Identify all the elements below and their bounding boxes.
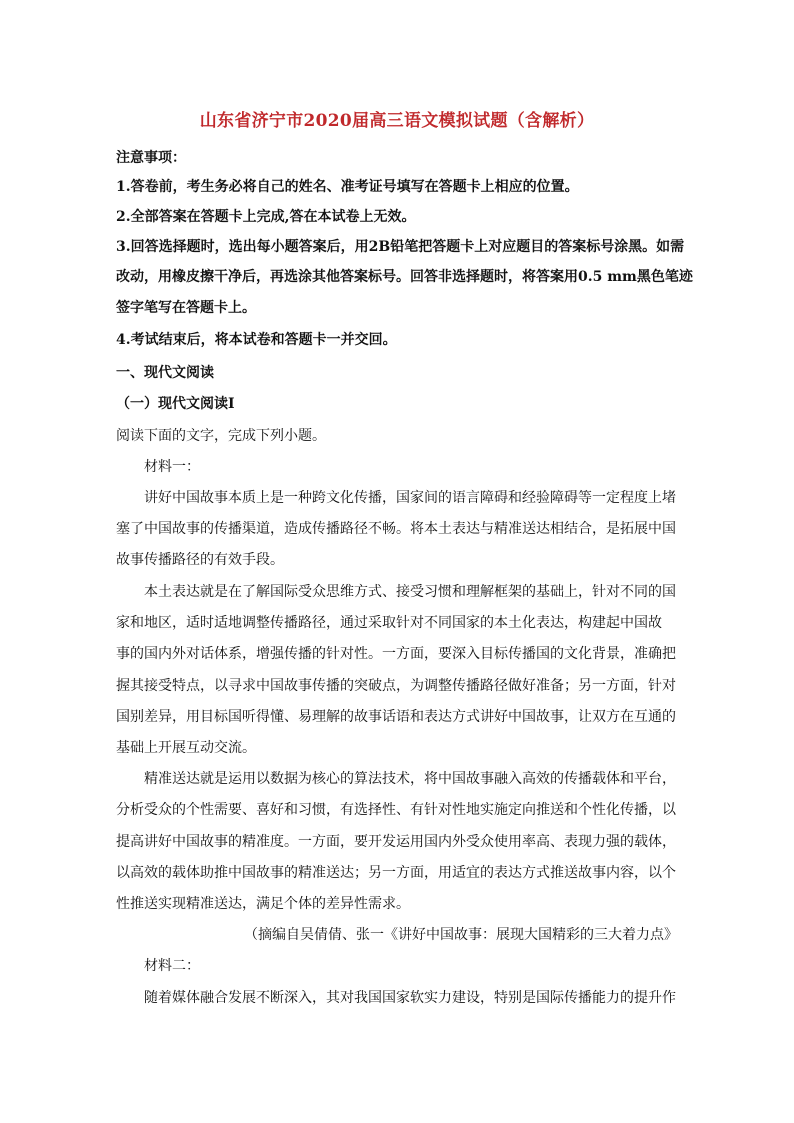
material1-p3-line2: 分析受众的个性需要、喜好和习惯，有选择性、有针对性地实施定向推送和个性化传播，以 xyxy=(116,802,676,818)
material1-p2-line1: 本土表达就是在了解国际受众思维方式、接受习惯和理解框架的基础上，针对不同的国 xyxy=(144,584,676,600)
material1-p1-line2: 塞了中国故事的传播渠道，造成传播路径不畅。将本土表达与精准送达相结合，是拓展中国 xyxy=(116,521,676,537)
note-item-4: 4.考试结束后，将本试卷和答题卡一并交回。 xyxy=(116,332,397,348)
note-item-3-cont-2: 签字笔写在答题卡上。 xyxy=(116,300,256,316)
material1-source: （摘编自吴倩倩、张一《讲好中国故事：展现大国精彩的三大着力点》 xyxy=(244,927,678,943)
material1-p3-line5: 性推送实现精准送达，满足个体的差异性需求。 xyxy=(116,896,410,912)
section-heading: 一、现代文阅读 xyxy=(116,365,214,381)
note-item-1: 1.答卷前，考生务必将自己的姓名、准考证号填写在答题卡上相应的位置。 xyxy=(116,179,579,195)
material2-p1-line1: 随着媒体融合发展不断深入，其对我国国家软实力建设，特别是国际传播能力的提升作 xyxy=(144,990,676,1006)
material1-label: 材料一： xyxy=(144,459,200,475)
note-item-3: 3.回答选择题时，选出每小题答案后，用2B铅笔把答题卡上对应题目的答案标号涂黑。如需 xyxy=(116,239,685,255)
material2-label: 材料二： xyxy=(144,958,200,974)
note-item-2: 2.全部答案在答题卡上完成,答在本试卷上无效。 xyxy=(116,209,416,225)
material1-p3-line1: 精准送达就是运用以数据为核心的算法技术，将中国故事融入高效的传播载体和平台， xyxy=(144,771,676,787)
material1-p2-line5: 国别差异，用目标国听得懂、易理解的故事话语和表达方式讲好中国故事，让双方在互通的 xyxy=(116,709,676,725)
material1-p1-line1: 讲好中国故事本质上是一种跨文化传播，国家间的语言障碍和经验障碍等一定程度上堵 xyxy=(144,490,676,506)
material1-p2-line2: 家和地区，适时适地调整传播路径，通过采取针对不同国家的本土化表达，构建起中国故 xyxy=(116,615,662,631)
material1-p1-line3: 故事传播路径的有效手段。 xyxy=(116,552,284,568)
material1-p3-line3: 提高讲好中国故事的精准度。一方面，要开发运用国内外受众使用率高、表现力强的载体， xyxy=(116,834,676,850)
section-instruction: 阅读下面的文字，完成下列小题。 xyxy=(116,428,326,444)
material1-p2-line6: 基础上开展互动交流。 xyxy=(116,740,256,756)
material1-p3-line4: 以高效的载体助推中国故事的精准送达；另一方面，用适宜的表达方式推送故事内容，以个 xyxy=(116,865,676,881)
material1-p2-line3: 事的国内外对话体系，增强传播的针对性。一方面，要深入目标传播国的文化背景，准确把 xyxy=(116,646,676,662)
note-item-3-cont-1: 改动，用橡皮擦干净后，再选涂其他答案标号。回答非选择题时，将答案用0.5 mm黑色笔迹 xyxy=(116,269,693,285)
section-subheading: （一）现代文阅读Ⅰ xyxy=(116,396,235,412)
document-title: 山东省济宁市2020届高三语文模拟试题（含解析） xyxy=(199,111,595,131)
material1-p2-line4: 握其接受特点，以寻求中国故事传播的突破点，为调整传播路径做好准备；另一方面，针对 xyxy=(116,678,676,694)
notes-heading: 注意事项： xyxy=(116,150,186,166)
